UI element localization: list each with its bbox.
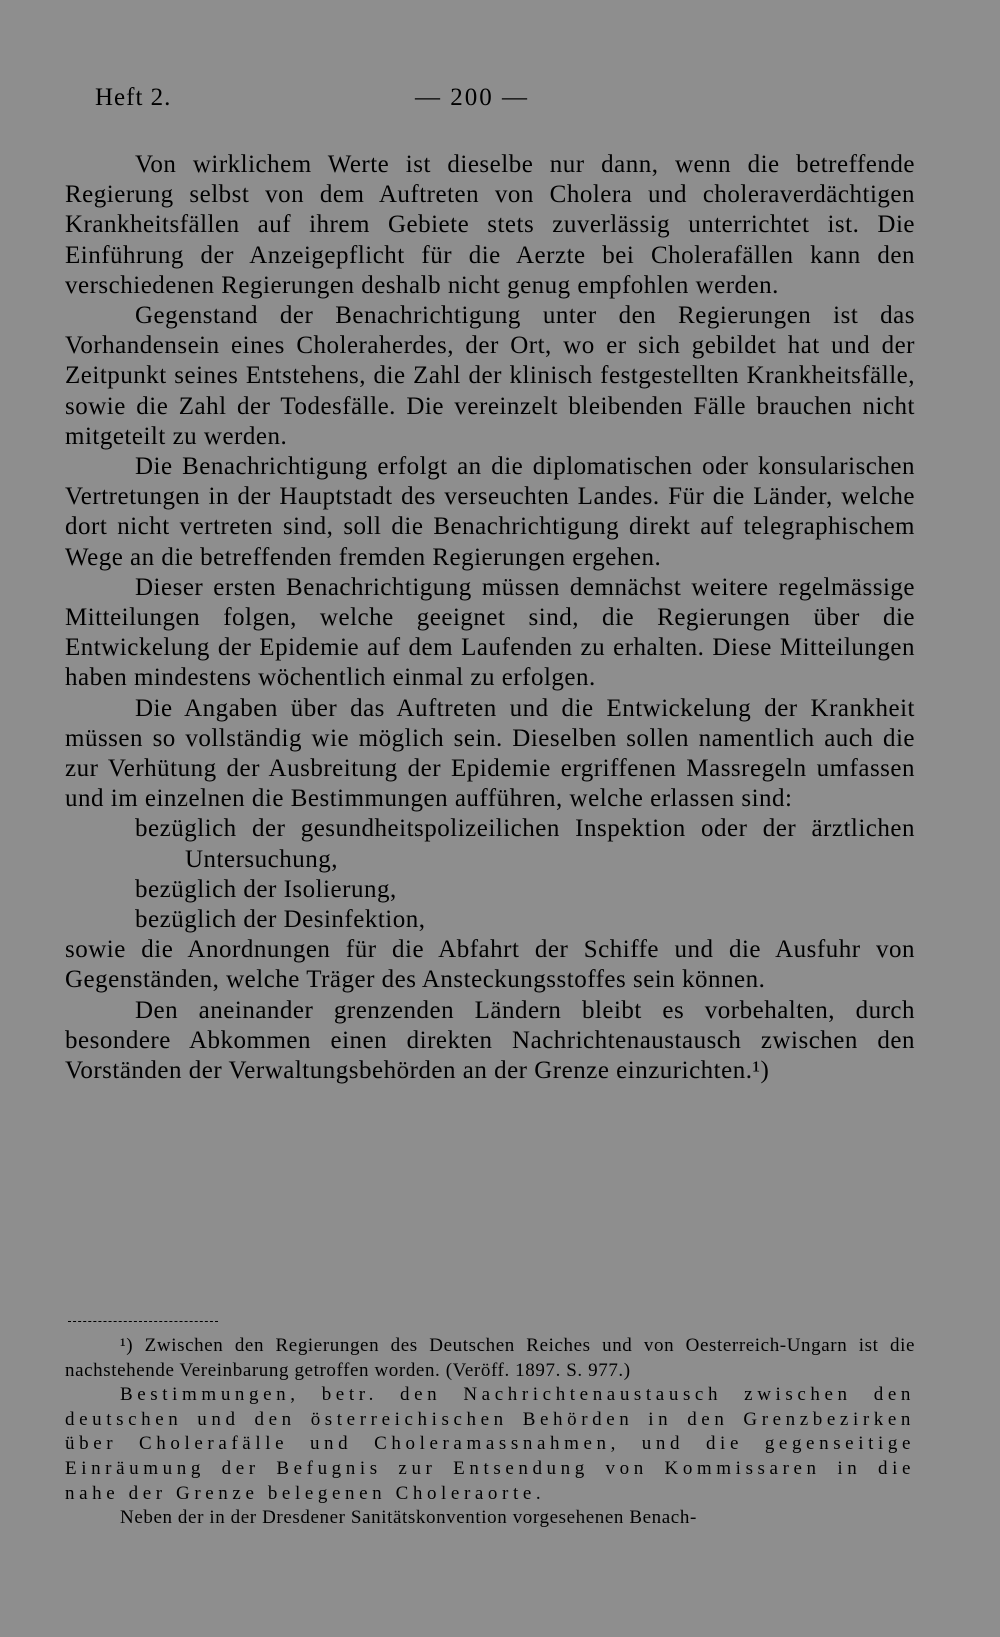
measures-list — [65, 814, 915, 935]
paragraph-6: sowie die Anordnungen für die Abfahrt der Schiffe und die Ausfuhr von Gegenständen, welche Träger des Ansteckungsstoffes sein können. — [65, 936, 915, 994]
issue-label: Heft 2. — [95, 84, 172, 111]
list-item: bezüglich der gesundheitspolizeilichen Inspektion oder der ärztlichen Untersuchung, — [135, 815, 915, 873]
paragraph-5: Die Angaben über das Auftreten und die Entwickelung der Krankheit müssen so vollständig wie möglich sein. Dieselben sollen namentlich auch die zur Verhütung der Ausbreitung der Epidemie ergriffenen Massregeln umfassen und im einzelnen die Bestimmungen aufführen, welche erlassen sind: — [65, 694, 915, 813]
list-item: bezüglich der Isolierung, — [135, 875, 397, 903]
footnote-1: ¹) Zwischen den Regierungen des Deutschen Reiches und von Oesterreich-Ungarn ist die nachstehende Vereinbarung getroffen worden. (Veröff. 1897. S. 977.) — [65, 1335, 915, 1381]
footnote — [65, 1334, 915, 1531]
footnote-2: Bestimmungen, betr. den Nachrichtenaustausch zwischen den deutschen und den österreichischen Behörden in den Grenzbezirken über Cholerafälle und Choleramassnahmen, und die gegenseitige Einräumung der Befugnis zur Entsendung von Kommissaren in die nahe der Grenze belegenen Choleraorte. — [65, 1384, 915, 1504]
paragraph-3: Die Benachrichtigung erfolgt an die diplomatischen oder konsularischen Vertretungen in der Hauptstadt des verseuchten Landes. Für die Länder, welche dort nicht vertreten sind, soll die Benachrichtigung direkt auf telegraphischem Wege an die betreffenden fremden Regierungen ergehen. — [65, 453, 915, 571]
page-number: — 200 — — [415, 84, 529, 111]
paragraph-1: Von wirklichem Werte ist dieselbe nur dann, wenn die betreffende Regierung selbst von dem Auftreten von Cholera und choleraverdächtigen Krankheitsfällen auf ihrem Gebiete stets zuverlässig unterrichtet ist. Die Einführung der Anzeigepflicht für die Aerzte bei Cholerafällen kann den verschiedenen Regierungen deshalb nicht genug empfohlen werden. — [65, 151, 915, 299]
paragraph-2: Gegenstand der Benachrichtigung unter den Regierungen ist das Vorhandensein eines Choleraherdes, der Ort, wo er sich gebildet hat und der Zeitpunkt seines Entstehens, die Zahl der klinisch festgestellten Krankheitsfälle, sowie die Zahl der Todesfälle. Die vereinzelt bleibenden Fälle brauchen nicht mitgeteilt zu werden. — [65, 302, 915, 450]
main-text — [65, 150, 915, 1086]
page-header — [95, 84, 905, 124]
paragraph-4: Dieser ersten Benachrichtigung müssen demnächst weitere regelmässige Mitteilungen folgen, welche geeignet sind, die Regierungen über die Entwickelung der Epidemie auf dem Laufenden zu erhalten. Diese Mitteilungen haben mindestens wöchentlich einmal zu erfolgen. — [65, 573, 915, 692]
footnote-divider — [68, 1321, 218, 1322]
footnote-3: Neben der in der Dresdener Sanitätskonvention vorgesehenen Benach- — [120, 1507, 697, 1529]
paragraph-7: Den aneinander grenzenden Ländern bleibt es vorbehalten, durch besondere Abkommen einen direkten Nachrichtenaustausch zwischen den Vorständen der Verwaltungsbehörden an der Grenze einzurichten.¹) — [65, 996, 915, 1085]
list-item: bezüglich der Desinfektion, — [135, 906, 426, 934]
